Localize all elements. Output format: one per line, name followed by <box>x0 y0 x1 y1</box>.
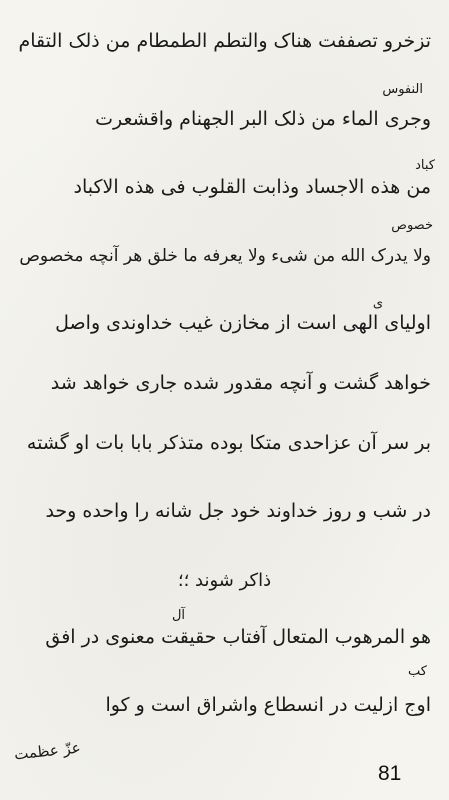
manuscript-line-7: بر سر آن عزاحدی متکا بوده متذکر بابا بات او گشته <box>26 432 431 454</box>
manuscript-center-line: ذاکر شوند ؛؛ <box>177 570 272 591</box>
annotation-line-9: آل <box>171 608 185 623</box>
annotation-line-2: النفوس <box>382 82 423 97</box>
manuscript-line-4: ولا یدرک الله من شیء ولا یعرفه ما خلق هر آنچه مخصوص <box>19 246 431 266</box>
manuscript-line-9: هو المرهوب المتعال آفتاب حقیقت معنوی در افق <box>45 626 431 648</box>
manuscript-line-10: اوج ازلیت در انسطاع واشراق است و کوا <box>105 694 431 716</box>
annotation-line-10: کب <box>408 664 427 679</box>
annotation-line-4: خصوص <box>391 218 433 233</box>
manuscript-line-3: من هذه الاجساد وذابت القلوب فی هذه الاکباد <box>73 176 431 198</box>
annotation-line-3: کباد <box>415 158 435 173</box>
manuscript-line-6: خواهد گشت و آنچه مقدور شده جاری خواهد شد <box>50 372 431 394</box>
manuscript-line-2: وجری الماء من ذلک البر الجهنام واقشعرت <box>95 108 431 130</box>
annotation-line-5: ی <box>372 296 383 311</box>
manuscript-line-8: در شب و روز خداوند خود جل شانه را واحده وحد <box>45 500 431 522</box>
manuscript-line-1: تزخرو تصففت هناک والتطم الطمطام من ذلک التقام <box>18 30 431 52</box>
page-number: 81 <box>378 762 402 785</box>
manuscript-line-5: اولیای الهی است از مخازن غیب خداوندی واصل <box>55 312 431 334</box>
signature: عزّ عظمت <box>13 738 82 764</box>
